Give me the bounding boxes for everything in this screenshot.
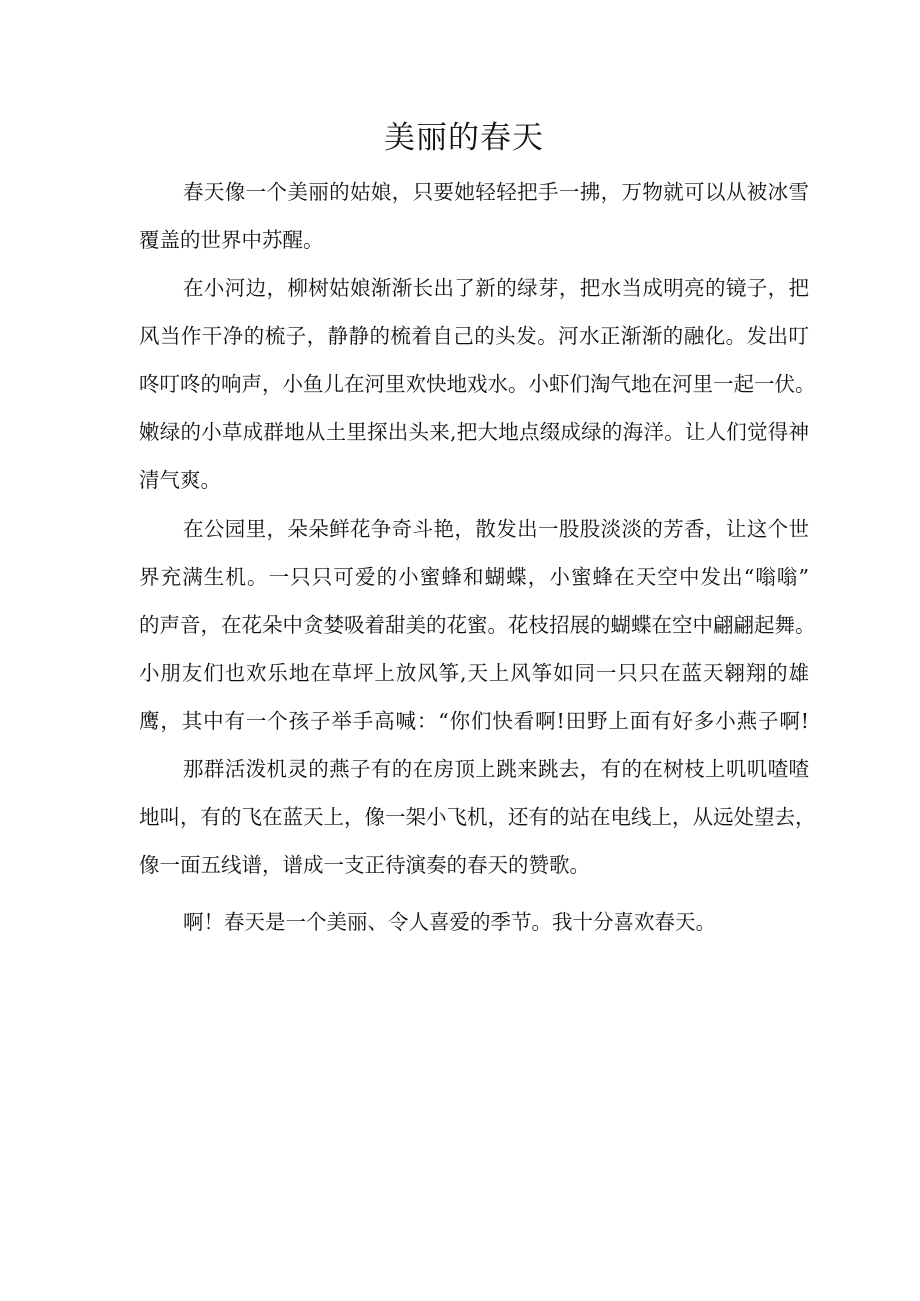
paragraph-2-line-1: 在小河边，柳树姑娘渐渐长出了新的绿芽，把水当成明亮的镜子，把 [183,276,809,300]
paragraph-4-line-3: 像一面五线谱，谱成一支正待演奏的春天的赞歌。 [139,853,590,877]
paragraph-3-line-4: 小朋友们也欢乐地在草坪上放风筝,天上风筝如同一只只在蓝天翱翔的雄 [139,661,809,685]
paragraph-1-line-2: 覆盖的世界中苏醒。 [139,228,324,252]
paragraph-2-line-5: 清气爽。 [139,468,221,492]
paragraph-3-line-3: 的声音，在花朵中贪婪吸着甜美的花蜜。花枝招展的蝴蝶在空中翩翩起舞。 [139,613,816,637]
paragraph-2-line-4: 嫩绿的小草成群地从土里探出头来,把大地点缀成绿的海洋。让人们觉得神 [139,420,809,444]
paragraph-4-line-2: 地叫，有的飞在蓝天上，像一架小飞机，还有的站在电线上，从远处望去， [139,805,816,829]
document-title: 美丽的春天 [384,120,544,156]
paragraph-3-line-1: 在公园里，朵朵鲜花争奇斗艳，散发出一股股淡淡的芳香，让这个世 [183,517,809,541]
paragraph-3-line-2: 界充满生机。一只只可爱的小蜜蜂和蝴蝶，小蜜蜂在天空中发出“嗡嗡” [139,565,809,589]
paragraph-1-line-1: 春天像一个美丽的姑娘，只要她轻轻把手一拂，万物就可以从被冰雪 [183,180,809,204]
paragraph-5-line-1: 啊！春天是一个美丽、令人喜爱的季节。我十分喜欢春天。 [183,910,716,934]
paragraph-4-line-1: 那群活泼机灵的燕子有的在房顶上跳来跳去，有的在树枝上叽叽喳喳 [183,757,809,781]
paragraph-2-line-2: 风当作干净的梳子，静静的梳着自己的头发。河水正渐渐的融化。发出叮 [139,324,809,348]
paragraph-2-line-3: 咚叮咚的响声，小鱼儿在河里欢快地戏水。小虾们淘气地在河里一起一伏。 [139,372,816,396]
paragraph-3-line-5: 鹰，其中有一个孩子举手高喊：“你们快看啊!田野上面有好多小燕子啊! [139,709,809,733]
